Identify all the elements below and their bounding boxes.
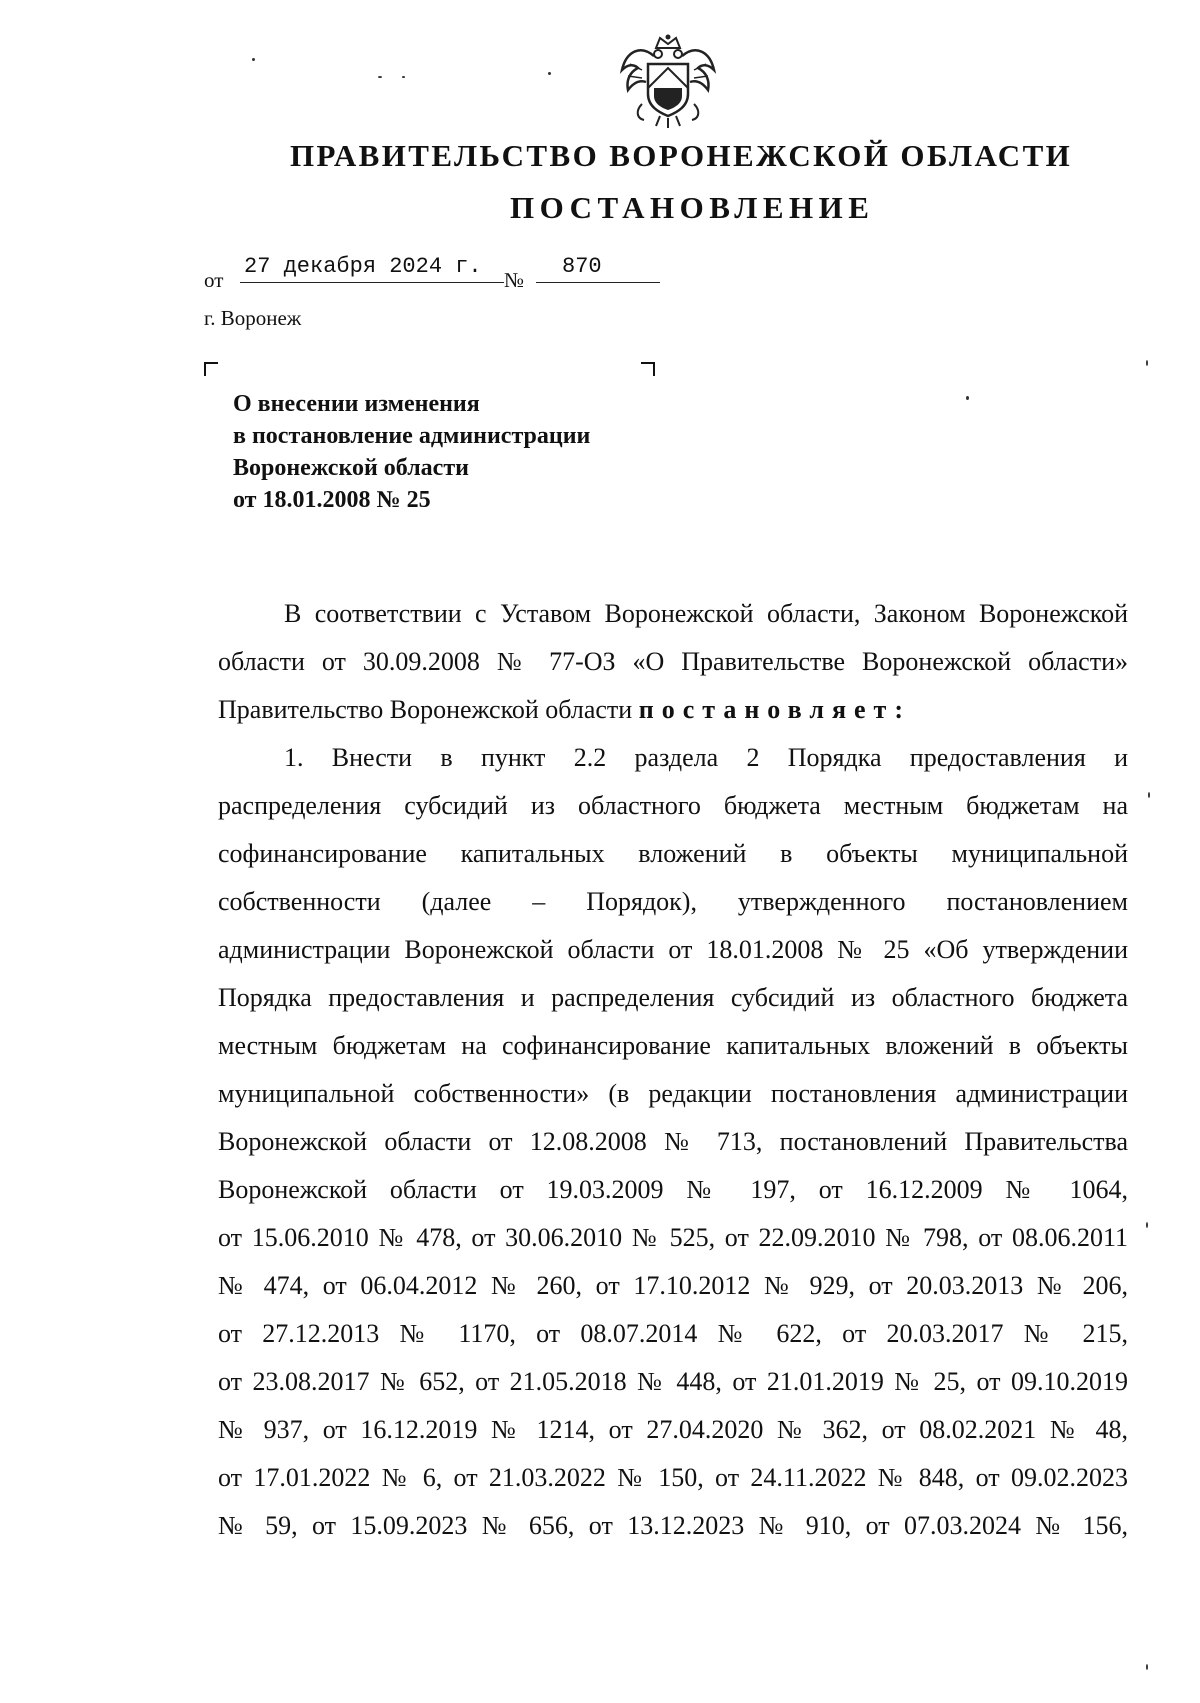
body-line-text: Правительство Воронежской области — [218, 695, 633, 724]
body-line: № 474, от 06.04.2012 № 260, от 17.10.2012 № 929, от 20.03.2013 № 206, — [218, 1271, 1128, 1300]
subject-line: в постановление администрации — [233, 423, 591, 449]
coat-of-arms-emblem — [618, 34, 718, 130]
document-subject — [233, 388, 590, 516]
scan-speck — [378, 76, 382, 78]
body-line: 1. Внести в пункт 2.2 раздела 2 Порядка предоставления и — [284, 743, 1128, 772]
body-line: распределения субсидий из областного бюджета местным бюджетам на — [218, 791, 1128, 820]
body-line: местным бюджетам на софинансирование капитальных вложений в объекты — [218, 1031, 1128, 1060]
scan-speck — [1146, 360, 1148, 366]
scan-speck — [252, 58, 255, 61]
subject-line: от 18.01.2008 № 25 — [233, 487, 431, 513]
scan-speck — [548, 72, 551, 75]
body-line: от 23.08.2017 № 652, от 21.05.2018 № 448, от 21.01.2019 № 25, от 09.10.2019 — [218, 1367, 1128, 1396]
document-date: 27 декабря 2024 г. — [240, 252, 504, 283]
body-line — [218, 686, 1128, 734]
subject-line: О внесении изменения — [233, 391, 480, 417]
document-number: 870 — [536, 252, 660, 283]
body-line: Воронежской области от 19.03.2009 № 197, от 16.12.2009 № 1064, — [218, 1175, 1128, 1204]
body-line: от 17.01.2022 № 6, от 21.03.2022 № 150, от 24.11.2022 № 848, от 09.02.2023 — [218, 1463, 1128, 1492]
body-line: от 27.12.2013 № 1170, от 08.07.2014 № 622, от 20.03.2017 № 215, — [218, 1319, 1128, 1348]
body-line: В соответствии с Уставом Воронежской области, Законом Воронежской — [284, 599, 1128, 628]
resolves-word: постановляет: — [638, 695, 911, 724]
document-type: ПОСТАНОВЛЕНИЕ — [510, 190, 875, 225]
city-label: г. Воронеж — [204, 306, 302, 330]
body-line: № 59, от 15.09.2023 № 656, от 13.12.2023 № 910, от 07.03.2024 № 156, — [218, 1511, 1128, 1540]
body-line: администрации Воронежской области от 18.01.2008 № 25 «Об утверждении — [218, 935, 1128, 964]
corner-mark-left — [204, 362, 218, 376]
subject-line: Воронежской области — [233, 455, 469, 481]
scan-speck — [1146, 1664, 1148, 1670]
body-line: от 15.06.2010 № 478, от 30.06.2010 № 525, от 22.09.2010 № 798, от 08.06.2011 — [218, 1223, 1128, 1252]
scan-speck — [1148, 792, 1150, 798]
body-line: № 937, от 16.12.2019 № 1214, от 27.04.2020 № 362, от 08.02.2021 № 48, — [218, 1415, 1128, 1444]
date-prefix: от — [204, 268, 224, 292]
date-number-row — [204, 252, 704, 292]
scan-speck — [966, 396, 969, 400]
body-line: области от 30.09.2008 № 77-ОЗ «О Правительстве Воронежской области» — [218, 647, 1128, 676]
number-label: № — [504, 268, 525, 292]
body-line: Воронежской области от 12.08.2008 № 713, постановлений Правительства — [218, 1127, 1128, 1156]
corner-mark-right — [641, 362, 655, 376]
scan-speck — [402, 76, 405, 78]
organization-title: ПРАВИТЕЛЬСТВО ВОРОНЕЖСКОЙ ОБЛАСТИ — [290, 138, 1073, 173]
body-line: собственности (далее – Порядок), утвержденного постановлением — [218, 887, 1128, 916]
scan-speck — [1146, 1222, 1148, 1228]
document-body — [218, 590, 1128, 1550]
body-line: муниципальной собственности» (в редакции постановления администрации — [218, 1079, 1128, 1108]
body-line: Порядка предоставления и распределения субсидий из областного бюджета — [218, 983, 1128, 1012]
body-line: софинансирование капитальных вложений в объекты муниципальной — [218, 839, 1128, 868]
